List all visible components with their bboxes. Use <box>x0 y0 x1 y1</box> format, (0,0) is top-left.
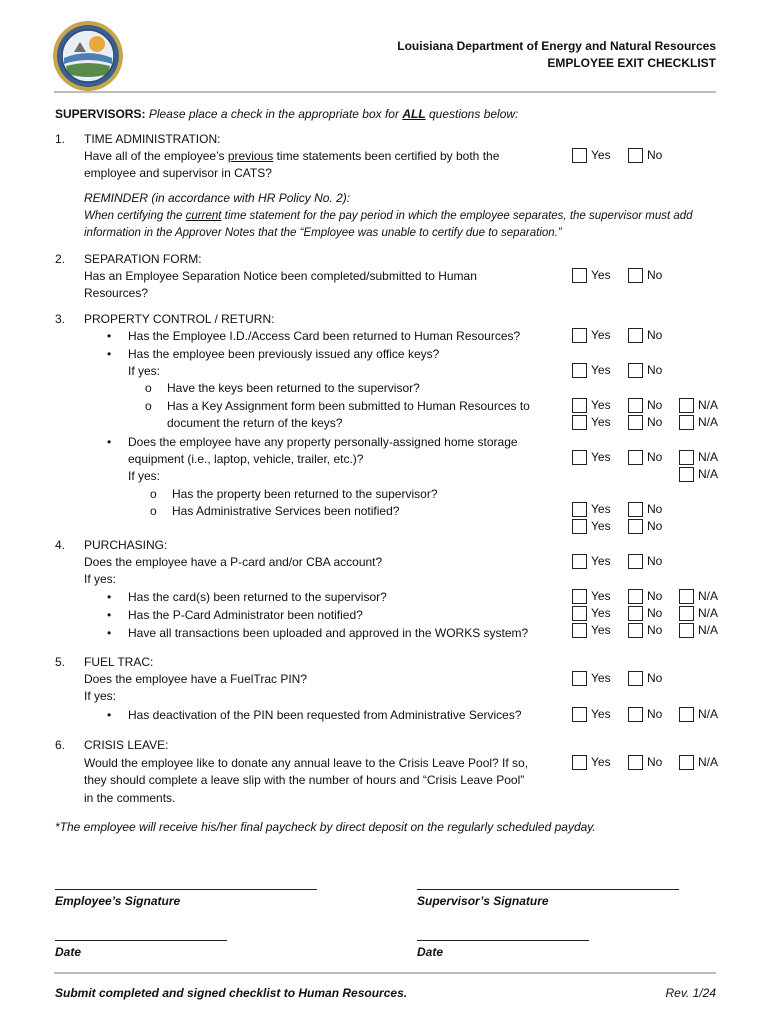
na-checkbox[interactable] <box>679 589 694 604</box>
yes-checkbox[interactable] <box>572 415 587 430</box>
question-text: employee and supervisor in CATS? <box>84 166 272 180</box>
no-label: No <box>647 606 663 620</box>
no-label: No <box>647 415 663 429</box>
no-label: No <box>647 589 663 603</box>
no-label: No <box>647 450 663 464</box>
na-checkbox[interactable] <box>679 415 694 430</box>
no-checkbox[interactable] <box>628 328 643 343</box>
no-label: No <box>647 148 663 162</box>
no-label: No <box>647 671 663 685</box>
question-text: Has the property been returned to the supervisor? <box>172 487 438 501</box>
question-text: Have all transactions been uploaded and approved in the WORKS system? <box>128 626 529 640</box>
yes-checkbox[interactable] <box>572 589 587 604</box>
reminder-text: information in the Approver Notes that the “Employee was unable to certify due to separation.” <box>84 227 562 239</box>
header-divider <box>54 91 716 93</box>
section-title: SEPARATION FORM: <box>84 252 202 266</box>
question-text: Resources? <box>84 286 149 300</box>
if-yes-label: If yes: <box>128 364 161 378</box>
bullet: • <box>107 435 112 449</box>
employee-signature-label: Employee’s Signature <box>55 894 181 908</box>
na-label: N/A <box>698 415 719 429</box>
yes-label: Yes <box>591 268 611 282</box>
yes-label: Yes <box>591 671 611 685</box>
question-text: Does the employee have a FuelTrac PIN? <box>84 672 308 686</box>
no-checkbox[interactable] <box>628 671 643 686</box>
section-number: 5. <box>55 655 66 669</box>
na-label: N/A <box>698 755 719 769</box>
yes-checkbox[interactable] <box>572 623 587 638</box>
na-label: N/A <box>698 707 719 721</box>
section-title: TIME ADMINISTRATION: <box>84 132 221 146</box>
no-checkbox[interactable] <box>628 268 643 283</box>
sub-bullet: o <box>145 381 152 395</box>
sub-bullet: o <box>150 504 157 518</box>
question-text: document the return of the keys? <box>167 416 343 430</box>
yes-checkbox[interactable] <box>572 450 587 465</box>
bullet: • <box>107 590 112 604</box>
yes-label: Yes <box>591 415 611 429</box>
no-checkbox[interactable] <box>628 707 643 722</box>
no-checkbox[interactable] <box>628 148 643 163</box>
paycheck-note: *The employee will receive his/her final paycheck by direct deposit on the regularly scheduled payday. <box>55 820 596 834</box>
department-seal <box>52 20 124 92</box>
na-label: N/A <box>698 398 719 412</box>
footer-divider <box>54 972 716 974</box>
employee-date-label: Date <box>55 945 82 959</box>
no-label: No <box>647 363 663 377</box>
supervisor-signature-label: Supervisor’s Signature <box>417 894 549 908</box>
section-number: 2. <box>55 252 66 266</box>
supervisor-date-label: Date <box>417 945 444 959</box>
no-label: No <box>647 502 663 516</box>
yes-checkbox[interactable] <box>572 519 587 534</box>
no-checkbox[interactable] <box>628 363 643 378</box>
yes-label: Yes <box>591 554 611 568</box>
no-checkbox[interactable] <box>628 450 643 465</box>
na-checkbox[interactable] <box>679 450 694 465</box>
reminder-text: When certifying the current time statement for the pay period in which the employee separates, the supervisor must add <box>84 210 693 222</box>
no-checkbox[interactable] <box>628 519 643 534</box>
no-label: No <box>647 328 663 342</box>
bullet: • <box>107 708 112 722</box>
question-text: in the comments. <box>84 791 176 805</box>
no-label: No <box>647 268 663 282</box>
yes-label: Yes <box>591 623 611 637</box>
question-text: Has the card(s) been returned to the supervisor? <box>128 590 387 604</box>
section-number: 3. <box>55 312 66 326</box>
form-title: EMPLOYEE EXIT CHECKLIST <box>547 56 716 70</box>
yes-checkbox[interactable] <box>572 671 587 686</box>
no-checkbox[interactable] <box>628 502 643 517</box>
question-text: equipment (i.e., laptop, vehicle, trailer, etc.)? <box>128 452 364 466</box>
question-text: Would the employee like to donate any annual leave to the Crisis Leave Pool? If so, <box>84 756 529 770</box>
yes-checkbox[interactable] <box>572 707 587 722</box>
question-text: they should complete a leave slip with the number of hours and “Crisis Leave Pool” <box>84 773 525 787</box>
section-title: PROPERTY CONTROL / RETURN: <box>84 312 275 326</box>
yes-checkbox[interactable] <box>572 398 587 413</box>
yes-checkbox[interactable] <box>572 328 587 343</box>
no-checkbox[interactable] <box>628 589 643 604</box>
no-checkbox[interactable] <box>628 398 643 413</box>
section-title: CRISIS LEAVE: <box>84 738 169 752</box>
bullet: • <box>107 329 112 343</box>
no-checkbox[interactable] <box>628 415 643 430</box>
supervisor-instructions: SUPERVISORS: Please place a check in the appropriate box for ALL questions below: <box>55 107 519 121</box>
na-label: N/A <box>698 589 719 603</box>
yes-label: Yes <box>591 450 611 464</box>
na-checkbox[interactable] <box>679 623 694 638</box>
question-text: Have all of the employee’s previous time statements been certified by both the <box>84 149 500 163</box>
yes-label: Yes <box>591 398 611 412</box>
reminder-title: REMINDER (in accordance with HR Policy No. 2): <box>84 191 351 205</box>
na-label: N/A <box>698 606 719 620</box>
employee-date-line[interactable] <box>55 940 227 941</box>
yes-label: Yes <box>591 328 611 342</box>
sub-bullet: o <box>145 399 152 413</box>
na-checkbox[interactable] <box>679 755 694 770</box>
no-label: No <box>647 554 663 568</box>
yes-checkbox[interactable] <box>572 268 587 283</box>
yes-label: Yes <box>591 502 611 516</box>
yes-label: Yes <box>591 755 611 769</box>
bullet: • <box>107 626 112 640</box>
bullet: • <box>107 347 112 361</box>
yes-label: Yes <box>591 707 611 721</box>
na-checkbox[interactable] <box>679 398 694 413</box>
question-text: Has Administrative Services been notified? <box>172 504 400 518</box>
question-text: Has the employee been previously issued any office keys? <box>128 347 440 361</box>
supervisor-signature-line[interactable] <box>417 889 679 890</box>
agency-name: Louisiana Department of Energy and Natural Resources <box>397 39 716 53</box>
yes-checkbox[interactable] <box>572 502 587 517</box>
no-label: No <box>647 755 663 769</box>
yes-checkbox[interactable] <box>572 606 587 621</box>
no-checkbox[interactable] <box>628 755 643 770</box>
na-label: N/A <box>698 467 719 481</box>
question-text: Has the Employee I.D./Access Card been returned to Human Resources? <box>128 329 521 343</box>
question-text: Has the P-Card Administrator been notified? <box>128 608 363 622</box>
if-yes-label: If yes: <box>84 572 117 586</box>
na-checkbox[interactable] <box>679 467 694 482</box>
sub-bullet: o <box>150 487 157 501</box>
yes-label: Yes <box>591 589 611 603</box>
yes-label: Yes <box>591 606 611 620</box>
yes-label: Yes <box>591 363 611 377</box>
question-text: Does the employee have any property personally-assigned home storage <box>128 435 518 449</box>
bullet: • <box>107 608 112 622</box>
na-checkbox[interactable] <box>679 707 694 722</box>
yes-label: Yes <box>591 519 611 533</box>
no-label: No <box>647 623 663 637</box>
yes-checkbox[interactable] <box>572 148 587 163</box>
section-title: FUEL TRAC: <box>84 655 154 669</box>
if-yes-label: If yes: <box>128 469 161 483</box>
question-text: Has a Key Assignment form been submitted to Human Resources to <box>167 399 530 413</box>
footer-instruction: Submit completed and signed checklist to Human Resources. <box>55 986 408 1000</box>
section-number: 6. <box>55 738 66 752</box>
yes-checkbox[interactable] <box>572 755 587 770</box>
yes-label: Yes <box>591 148 611 162</box>
no-label: No <box>647 519 663 533</box>
section-number: 1. <box>55 132 66 146</box>
question-text: Has an Employee Separation Notice been completed/submitted to Human <box>84 269 477 283</box>
no-checkbox[interactable] <box>628 554 643 569</box>
na-checkbox[interactable] <box>679 606 694 621</box>
if-yes-label: If yes: <box>84 689 117 703</box>
question-text: Have the keys been returned to the supervisor? <box>167 381 420 395</box>
na-label: N/A <box>698 450 719 464</box>
no-label: No <box>647 707 663 721</box>
yes-checkbox[interactable] <box>572 554 587 569</box>
revision-label: Rev. 1/24 <box>665 986 716 1000</box>
question-text: Does the employee have a P-card and/or CBA account? <box>84 555 383 569</box>
no-label: No <box>647 398 663 412</box>
section-title: PURCHASING: <box>84 538 168 552</box>
supervisor-date-line[interactable] <box>417 940 589 941</box>
section-number: 4. <box>55 538 66 552</box>
employee-signature-line[interactable] <box>55 889 317 890</box>
na-label: N/A <box>698 623 719 637</box>
question-text: Has deactivation of the PIN been requested from Administrative Services? <box>128 708 522 722</box>
no-checkbox[interactable] <box>628 606 643 621</box>
no-checkbox[interactable] <box>628 623 643 638</box>
yes-checkbox[interactable] <box>572 363 587 378</box>
